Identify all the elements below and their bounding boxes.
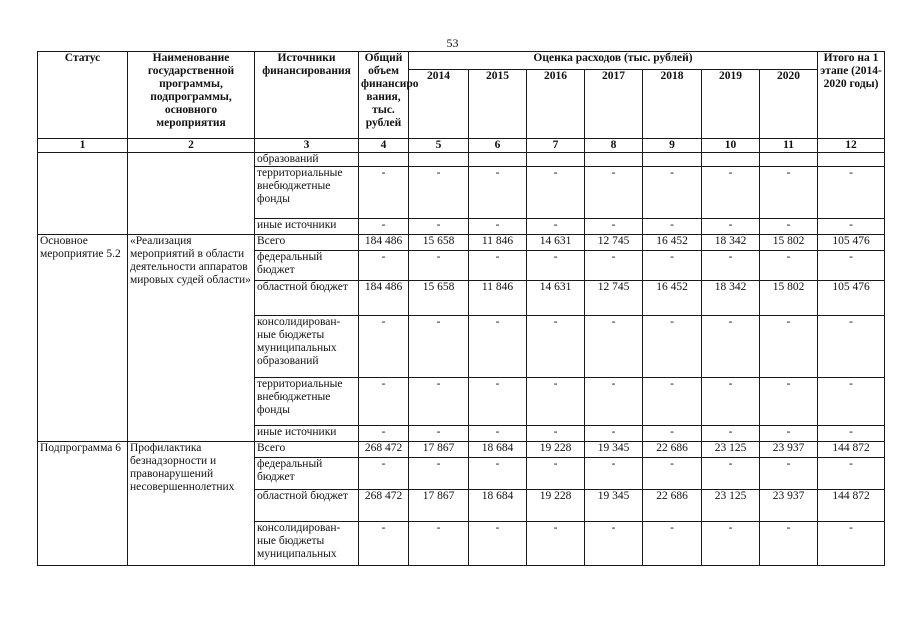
value-cell: 268 472 (359, 442, 409, 458)
name-cell (128, 153, 255, 235)
value-cell: - (702, 251, 760, 281)
column-number: 10 (702, 139, 760, 153)
value-cell: - (409, 378, 469, 426)
value-cell: 19 228 (527, 490, 585, 522)
value-cell: - (469, 522, 527, 566)
value-cell: 15 802 (760, 281, 818, 316)
name-cell: «Реализация мероприятий в области деятельности аппаратов мировых судей области» (128, 235, 255, 442)
value-cell: - (585, 219, 643, 235)
status-cell: Основное мероприятие 5.2 (38, 235, 128, 442)
header-name: Наименование государственной программы, подпрограммы, основного мероприятия (128, 52, 255, 139)
value-cell: - (818, 316, 885, 378)
value-cell: 11 846 (469, 235, 527, 251)
value-cell: 15 658 (409, 235, 469, 251)
value-cell: - (469, 426, 527, 442)
value-cell: 268 472 (359, 490, 409, 522)
value-cell: - (702, 378, 760, 426)
source-cell: Всего (255, 235, 359, 251)
value-cell: - (702, 219, 760, 235)
column-number: 2 (128, 139, 255, 153)
value-cell: - (409, 426, 469, 442)
value-cell: - (643, 378, 702, 426)
value-cell: - (359, 219, 409, 235)
value-cell: - (585, 522, 643, 566)
value-cell: 12 745 (585, 281, 643, 316)
header-year: 2019 (702, 70, 760, 139)
value-cell: - (643, 458, 702, 490)
value-cell: 105 476 (818, 281, 885, 316)
subprogram-6-block (38, 442, 885, 566)
value-cell: 17 867 (409, 490, 469, 522)
value-cell (702, 153, 760, 167)
value-cell: - (760, 458, 818, 490)
column-number: 8 (585, 139, 643, 153)
value-cell: - (760, 167, 818, 219)
header-year: 2016 (527, 70, 585, 139)
measure-5-2-block (38, 235, 885, 442)
value-cell: 19 345 (585, 490, 643, 522)
value-cell: - (409, 167, 469, 219)
header-expense-estimate: Оценка расходов (тыс. рублей) (409, 52, 818, 70)
value-cell: 16 452 (643, 235, 702, 251)
value-cell: 184 486 (359, 235, 409, 251)
value-cell: 105 476 (818, 235, 885, 251)
value-cell: - (818, 426, 885, 442)
source-cell: Всего (255, 442, 359, 458)
source-cell: территориальные внебюджетные фонды (255, 167, 359, 219)
value-cell: 11 846 (469, 281, 527, 316)
value-cell: 23 125 (702, 490, 760, 522)
value-cell: - (702, 167, 760, 219)
table-row (38, 235, 885, 251)
value-cell: - (760, 251, 818, 281)
value-cell: - (469, 251, 527, 281)
source-cell: областной бюджет (255, 281, 359, 316)
value-cell (409, 153, 469, 167)
value-cell: - (359, 316, 409, 378)
value-cell: - (359, 522, 409, 566)
header-year: 2018 (643, 70, 702, 139)
value-cell: 22 686 (643, 442, 702, 458)
value-cell: - (702, 522, 760, 566)
value-cell: 23 125 (702, 442, 760, 458)
value-cell: - (818, 522, 885, 566)
column-number: 4 (359, 139, 409, 153)
value-cell: - (760, 426, 818, 442)
value-cell: - (409, 458, 469, 490)
value-cell: 14 631 (527, 281, 585, 316)
value-cell: - (469, 219, 527, 235)
source-cell: консолидирован-ные бюджеты муниципальных образований (255, 316, 359, 378)
header-total-volume: Общий объем финансиро вания, тыс. рублей (359, 52, 409, 139)
value-cell: - (818, 251, 885, 281)
header-year: 2014 (409, 70, 469, 139)
value-cell (643, 153, 702, 167)
header-stage-total: Итого на 1 этапе (2014-2020 годы) (818, 52, 885, 139)
column-number: 9 (643, 139, 702, 153)
value-cell: - (527, 251, 585, 281)
value-cell: - (585, 426, 643, 442)
column-number: 6 (469, 139, 527, 153)
value-cell: - (585, 251, 643, 281)
status-cell (38, 153, 128, 235)
value-cell: - (469, 458, 527, 490)
source-cell: консолидирован-ные бюджеты муниципальных (255, 522, 359, 566)
value-cell: - (643, 522, 702, 566)
value-cell: - (527, 316, 585, 378)
value-cell: 22 686 (643, 490, 702, 522)
value-cell: - (760, 522, 818, 566)
header-year: 2020 (760, 70, 818, 139)
value-cell: - (643, 167, 702, 219)
header-year: 2015 (469, 70, 527, 139)
value-cell: 16 452 (643, 281, 702, 316)
value-cell: 144 872 (818, 442, 885, 458)
value-cell: - (527, 167, 585, 219)
value-cell: - (527, 378, 585, 426)
value-cell: - (359, 458, 409, 490)
source-cell: иные источники (255, 219, 359, 235)
value-cell: - (409, 316, 469, 378)
value-cell: - (359, 378, 409, 426)
value-cell: 19 345 (585, 442, 643, 458)
source-cell: федеральный бюджет (255, 458, 359, 490)
value-cell: - (643, 251, 702, 281)
value-cell (527, 153, 585, 167)
value-cell: - (818, 378, 885, 426)
column-number: 5 (409, 139, 469, 153)
value-cell: 12 745 (585, 235, 643, 251)
value-cell: - (469, 167, 527, 219)
value-cell: - (643, 426, 702, 442)
column-number: 1 (38, 139, 128, 153)
value-cell: - (643, 219, 702, 235)
value-cell: 17 867 (409, 442, 469, 458)
value-cell: - (702, 316, 760, 378)
header-status: Статус (38, 52, 128, 139)
value-cell: 19 228 (527, 442, 585, 458)
column-number: 3 (255, 139, 359, 153)
value-cell: - (359, 426, 409, 442)
value-cell: - (585, 378, 643, 426)
value-cell: - (359, 251, 409, 281)
value-cell: - (527, 426, 585, 442)
value-cell (359, 153, 409, 167)
source-cell: областной бюджет (255, 490, 359, 522)
header-sources: Источники финансирования (255, 52, 359, 139)
value-cell: - (643, 316, 702, 378)
table-row (38, 442, 885, 458)
value-cell: - (527, 219, 585, 235)
page-number: 53 (446, 36, 459, 50)
column-number: 12 (818, 139, 885, 153)
column-number: 7 (527, 139, 585, 153)
value-cell (585, 153, 643, 167)
value-cell: 14 631 (527, 235, 585, 251)
value-cell: - (409, 251, 469, 281)
value-cell: - (760, 316, 818, 378)
table-row (38, 153, 885, 167)
value-cell: - (760, 378, 818, 426)
value-cell: 144 872 (818, 490, 885, 522)
table-header (38, 52, 885, 153)
value-cell: - (818, 167, 885, 219)
source-cell: иные источники (255, 426, 359, 442)
value-cell: - (527, 522, 585, 566)
value-cell: - (359, 167, 409, 219)
header-year: 2017 (585, 70, 643, 139)
source-cell: территориальные внебюджетные фонды (255, 378, 359, 426)
value-cell: - (702, 426, 760, 442)
value-cell: - (818, 458, 885, 490)
value-cell: - (409, 219, 469, 235)
value-cell: - (702, 458, 760, 490)
column-number: 11 (760, 139, 818, 153)
continuation-block (38, 153, 885, 235)
column-number-row (38, 139, 885, 153)
value-cell: 184 486 (359, 281, 409, 316)
value-cell: 18 684 (469, 490, 527, 522)
value-cell (469, 153, 527, 167)
value-cell (760, 153, 818, 167)
source-cell: образований (255, 153, 359, 167)
value-cell: 18 342 (702, 281, 760, 316)
value-cell: 23 937 (760, 490, 818, 522)
value-cell: - (527, 458, 585, 490)
value-cell: 15 802 (760, 235, 818, 251)
value-cell: - (760, 219, 818, 235)
value-cell: - (585, 167, 643, 219)
value-cell: - (585, 316, 643, 378)
budget-table (37, 51, 885, 566)
value-cell: 18 342 (702, 235, 760, 251)
value-cell: 23 937 (760, 442, 818, 458)
status-cell: Подпрограмма 6 (38, 442, 128, 566)
value-cell: 18 684 (469, 442, 527, 458)
value-cell: 15 658 (409, 281, 469, 316)
source-cell: федеральный бюджет (255, 251, 359, 281)
value-cell: - (469, 378, 527, 426)
value-cell: - (469, 316, 527, 378)
value-cell (818, 153, 885, 167)
name-cell: Профилактика безнадзорности и правонарушений несовершеннолетних (128, 442, 255, 566)
value-cell: - (585, 458, 643, 490)
value-cell: - (409, 522, 469, 566)
value-cell: - (818, 219, 885, 235)
